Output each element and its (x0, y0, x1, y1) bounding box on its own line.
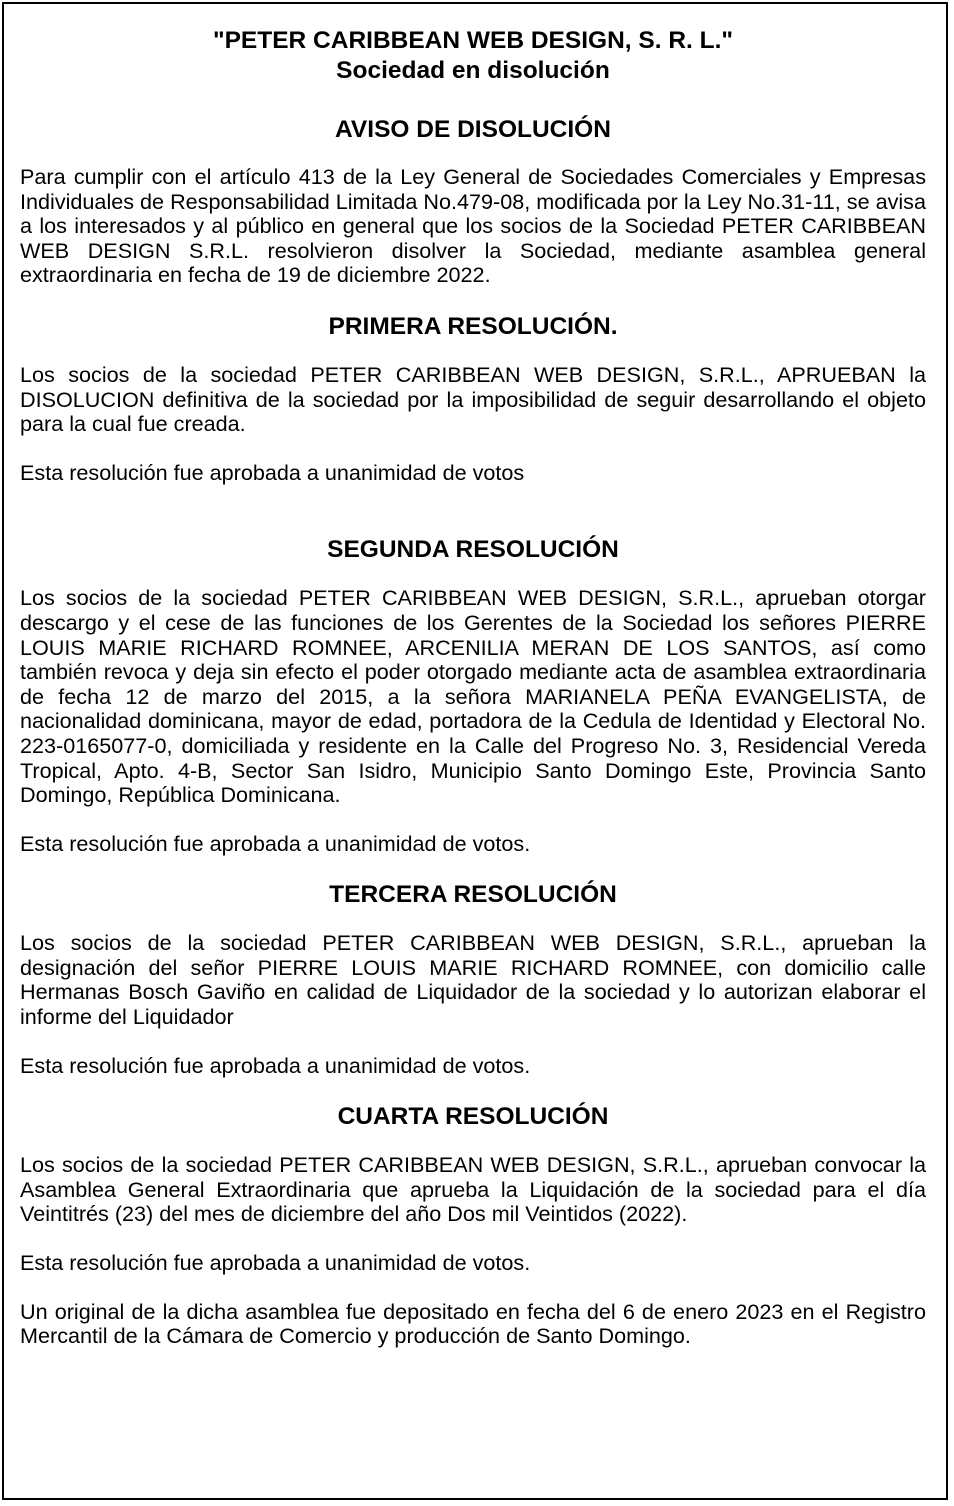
segunda-vote: Esta resolución fue aprobada a unanimidad de votos. (20, 830, 531, 856)
cuarta-vote: Esta resolución fue aprobada a unanimidad de votos. (20, 1250, 531, 1276)
cuarta-heading: CUARTA RESOLUCIÓN (337, 1103, 609, 1131)
aviso-text: Para cumplir con el artículo 413 de la Ley General de Sociedades Comerciales y Empresas Individuales de Responsabilidad Limitada No.479-08, modificada por la Ley No.31-11, se avisa a los interesados y al público en general que los socios de la Sociedad PETER CARIBBEAN WEB DESIGN S.R.L. resolvieron disolver la Sociedad, mediante asamblea general extraordinaria en fecha de 19 de diciembre 2022. (20, 164, 926, 288)
segunda-heading: SEGUNDA RESOLUCIÓN (327, 536, 619, 564)
aviso-heading: AVISO DE DISOLUCIÓN (335, 116, 611, 143)
closing-text: Un original de la dicha asamblea fue depositado en fecha del 6 de enero 2023 en el Registro Mercantil de la Cámara de Comercio y producción de Santo Domingo. (20, 1298, 926, 1349)
cuarta-text: Los socios de la sociedad PETER CARIBBEAN WEB DESIGN, S.R.L., aprueban convocar la Asamblea General Extraordinaria que aprueba la Liquidación de la sociedad para el día Veintitrés (23) del mes de diciembre del año Dos mil Veintidos (2022). (20, 1152, 926, 1227)
company-name: "PETER CARIBBEAN WEB DESIGN, S. R. L." (212, 27, 734, 54)
tercera-heading: TERCERA RESOLUCIÓN (329, 881, 617, 909)
notice-content (20, 26, 926, 1349)
tercera-text: Los socios de la sociedad PETER CARIBBEAN WEB DESIGN, S.R.L., aprueban la designación del señor PIERRE LOUIS MARIE RICHARD ROMNEE, con domicilio calle Hermanas Bosch Gaviño en calidad de Liquidador de la sociedad y lo autorizan elaborar el informe del Liquidador (20, 930, 926, 1030)
company-status: Sociedad en disolución (336, 57, 610, 84)
primera-heading: PRIMERA RESOLUCIÓN. (328, 312, 618, 340)
primera-vote: Esta resolución fue aprobada a unanimidad de votos (20, 459, 525, 485)
primera-text: Los socios de la sociedad PETER CARIBBEAN WEB DESIGN, S.R.L., APRUEBAN la DISOLUCION definitiva de la sociedad por la imposibilidad de seguir desarrollando el objeto para la cual fue creada. (20, 361, 926, 437)
tercera-vote: Esta resolución fue aprobada a unanimidad de votos. (20, 1052, 531, 1078)
segunda-text: Los socios de la sociedad PETER CARIBBEAN WEB DESIGN, S.R.L., aprueban otorgar descargo y el cese de las funciones de los Gerentes de la Sociedad los señores PIERRE LOUIS MARIE RICHARD ROMNEE, ARCENILIA MERAN DE LOS SANTOS, así como también revoca y deja sin efecto el poder otorgado mediante acta de asamblea extraordinaria de fecha 12 de marzo del 2015, a la señora MARIANELA PEÑA EVANGELISTA, de nacionalidad dominicana, mayor de edad, portadora de la Cedula de Identidad y Electoral No. 223-0165077-0, domiciliada y residente en la Calle del Progreso No. 3, Residencial Vereda Tropical, Apto. 4-B, Sector San Isidro, Municipio Santo Domingo Este, Provincia Santo Domingo, República Dominicana. (20, 585, 926, 808)
